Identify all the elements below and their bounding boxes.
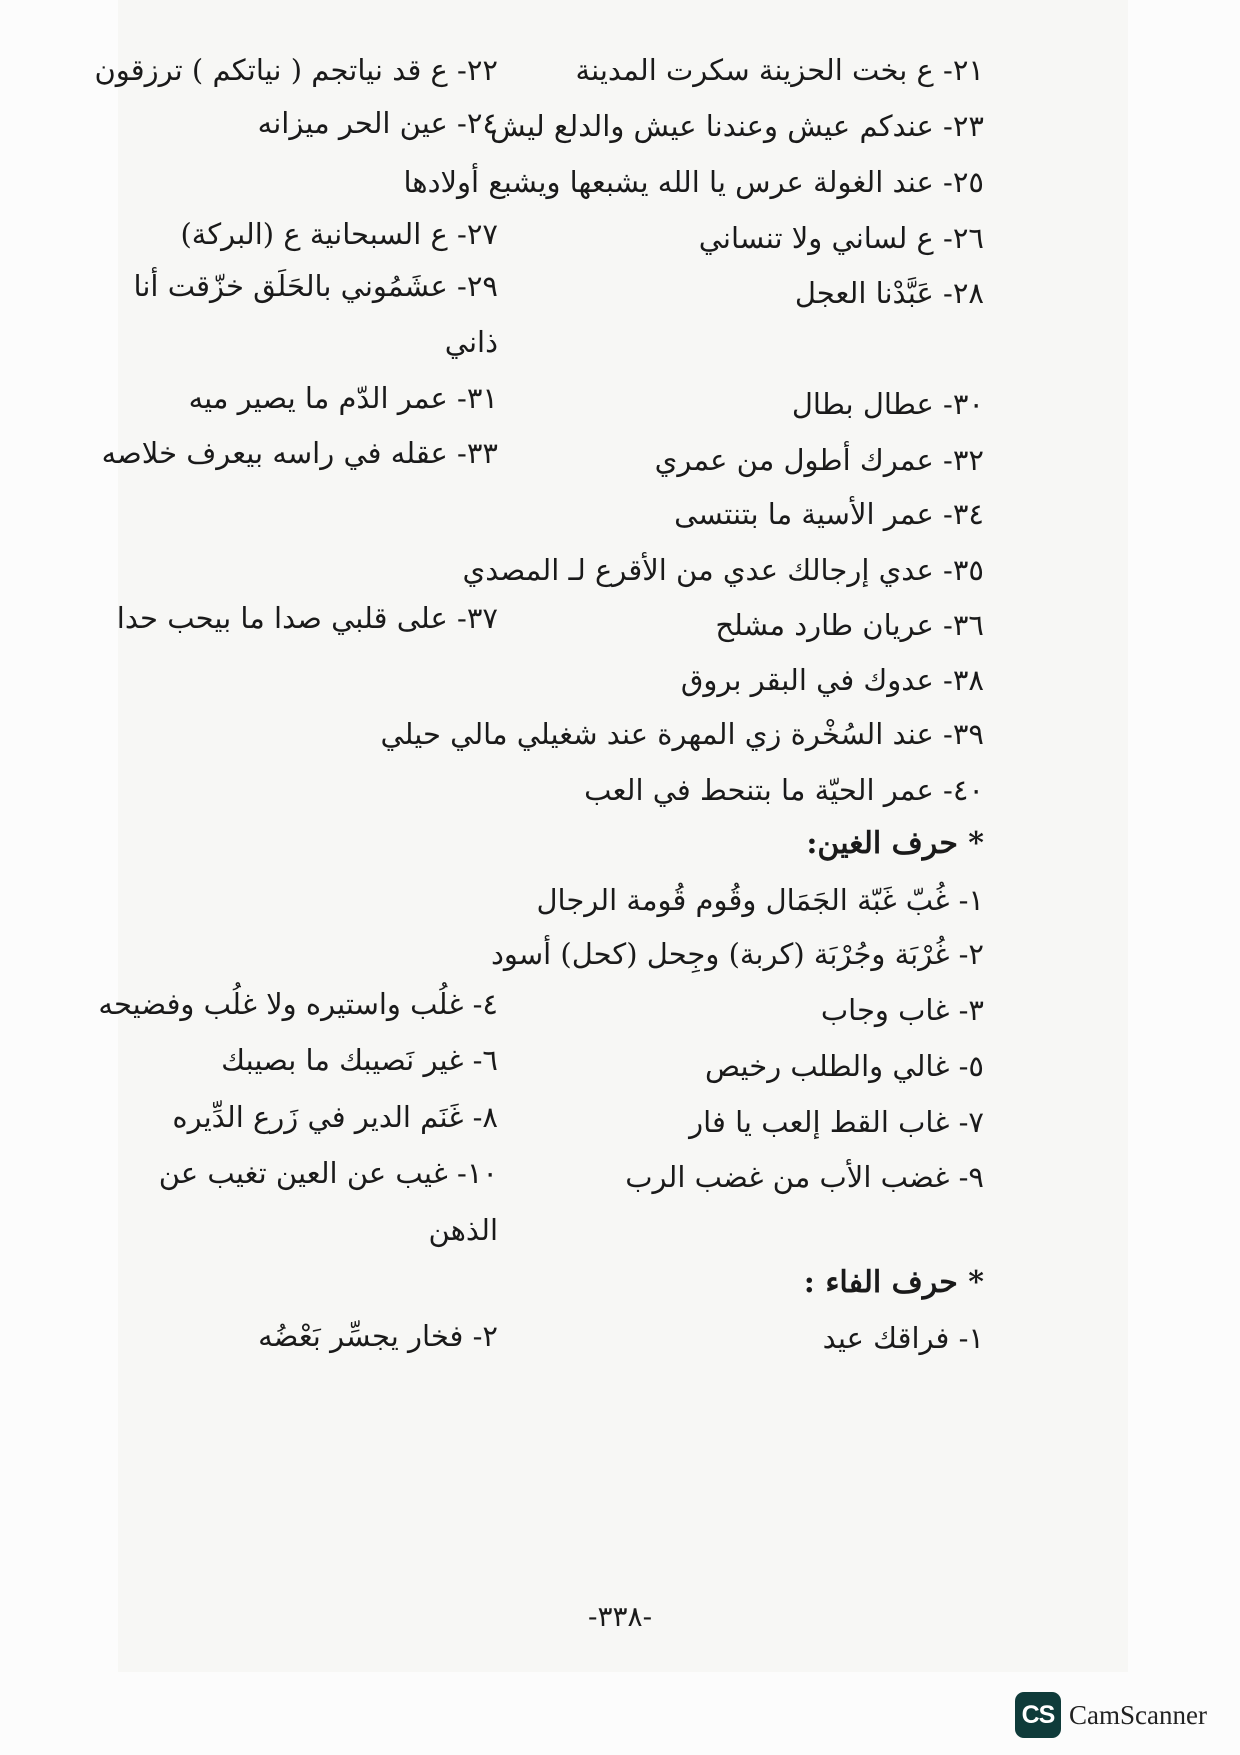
section-heading-fa: * حرف الفاء : (803, 1265, 984, 1300)
proverb-39: ٣٩- عند السُخْرة زي المهرة عند شغيلي مالي حيلي (380, 717, 984, 751)
proverb-30: ٣٠- عطال بطال (791, 387, 984, 421)
ghain-proverb-8: ٨- غَنَم الدير في زَرع الدِّيره (172, 1100, 498, 1134)
proverb-31: ٣١- عمر الدّم ما يصير ميه (188, 381, 498, 415)
ghain-proverb-5: ٥- غالي والطلب رخيص (704, 1049, 984, 1083)
proverb-27: ٢٧- ع السبحانية ع (البركة) (180, 217, 498, 251)
ghain-proverb-3: ٣- غاب وجاب (820, 993, 984, 1027)
ghain-proverb-10-continuation: الذهن (428, 1213, 498, 1247)
proverb-29: ٢٩- عشَمُوني بالحَلَق خزّقت أنا (133, 269, 498, 303)
fa-proverb-2: ٢- فخار يجسِّر بَعْضُه (258, 1319, 498, 1353)
ghain-proverb-4: ٤- غلُب واستيره ولا غلُب وفضيحه (98, 987, 498, 1021)
proverb-35: ٣٥- عدي إرجالك عدي من الأقرع لـ المصدي (462, 553, 984, 587)
proverb-34: ٣٤- عمر الأسية ما بتنتسى (674, 497, 984, 531)
ghain-proverb-1: ١- غُبّ غَبّة الجَمَال وقُوم قُومة الرجال (536, 883, 984, 917)
proverb-32: ٣٢- عمرك أطول من عمري (654, 443, 984, 477)
proverb-38: ٣٨- عدوك في البقر بروق (680, 663, 984, 697)
ghain-proverb-6: ٦- غير نَصيبك ما بصيبك (221, 1043, 498, 1077)
proverb-24: ٢٤- عين الحر ميزانه (257, 106, 498, 140)
ghain-proverb-10: ١٠- غيب عن العين تغيب عن (158, 1156, 498, 1190)
ghain-proverb-7: ٧- غاب القط إلعب يا فار (689, 1105, 984, 1139)
proverb-26: ٢٦- ع لساني ولا تنساني (698, 221, 984, 255)
proverb-36: ٣٦- عريان طارد مشلح (715, 608, 984, 642)
proverb-37: ٣٧- على قلبي صدا ما بيحب حدا (116, 601, 498, 635)
proverb-23: ٢٣- عندكم عيش وعندنا عيش والدلع ليش (490, 109, 984, 143)
proverb-29-continuation: ذاني (444, 325, 498, 359)
proverb-25: ٢٥- عند الغولة عرس يا الله يشبعها ويشبع أولادها (403, 165, 984, 199)
proverb-33: ٣٣- عقله في راسه بيعرف خلاصه (101, 436, 498, 470)
camscanner-brand-text: CamScanner (1069, 1699, 1207, 1730)
camscanner-logo-icon: CS (1015, 1692, 1061, 1738)
ghain-proverb-2: ٢- غُرْبَة وجُرْبَة (كربة) وجِحل (كحل) أسود (490, 937, 984, 971)
proverb-22: ٢٢- ع قد نياتجم ( نياتكم ) ترزقون (94, 53, 498, 87)
camscanner-watermark (1015, 1692, 1207, 1738)
fa-proverb-1: ١- فراقك عيد (822, 1321, 984, 1355)
page-number: -٣٣٨- (587, 1600, 653, 1633)
ghain-proverb-9: ٩- غضب الأب من غضب الرب (625, 1160, 984, 1194)
proverb-40: ٤٠- عمر الحيّة ما بتنحط في العب (584, 773, 984, 807)
proverb-21: ٢١- ع بخت الحزينة سكرت المدينة (575, 53, 984, 87)
section-heading-ghain: * حرف الغين: (806, 826, 984, 861)
proverb-28: ٢٨- عَبَّدْنا العجل (794, 276, 984, 310)
